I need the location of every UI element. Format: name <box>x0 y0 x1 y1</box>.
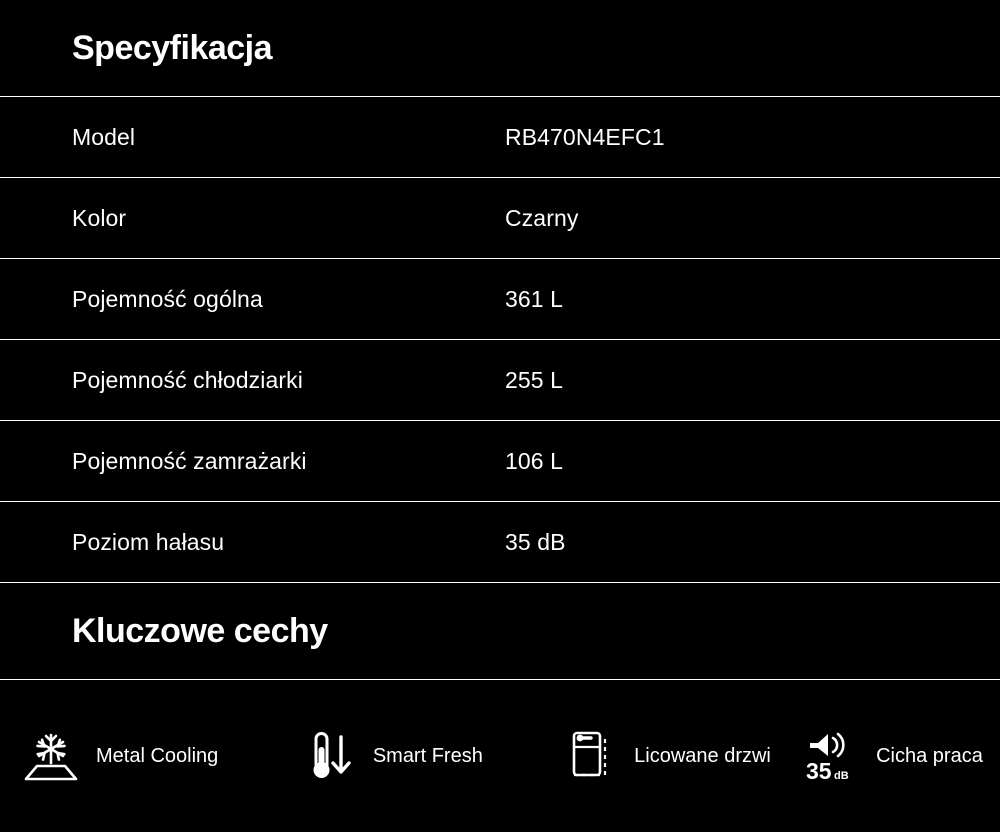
spec-value: 255 L <box>505 366 564 393</box>
feature-flush-doors <box>558 725 800 787</box>
spec-value: 35 dB <box>505 528 566 555</box>
features-section-title: Kluczowe cechy <box>72 611 328 650</box>
feature-metal-cooling <box>16 725 297 787</box>
table-row <box>0 502 1000 582</box>
table-row <box>0 340 1000 420</box>
feature-quiet-operation <box>800 725 984 787</box>
thermometer-arrow-icon <box>297 725 359 787</box>
table-row <box>0 178 1000 258</box>
feature-label: Cicha praca <box>876 744 983 767</box>
spec-value: 106 L <box>505 447 564 474</box>
spec-label: Pojemność ogólna <box>72 285 263 312</box>
table-row <box>0 259 1000 339</box>
spec-value: 361 L <box>505 285 564 312</box>
spec-label: Pojemność chłodziarki <box>72 366 303 393</box>
table-row <box>0 97 1000 177</box>
speaker-35db-icon <box>800 725 862 787</box>
feature-label: Metal Cooling <box>96 744 219 767</box>
table-row <box>0 421 1000 501</box>
snowflake-panel-icon <box>20 725 82 787</box>
spec-value: Czarny <box>505 204 579 231</box>
feature-smart-fresh <box>297 725 558 787</box>
spec-label: Poziom hałasu <box>72 528 225 555</box>
svg-text:dB: dB <box>834 770 849 782</box>
features-row <box>0 680 1000 832</box>
fridge-door-icon <box>558 725 620 787</box>
spec-label: Model <box>72 123 136 150</box>
spec-label: Pojemność zamrażarki <box>72 447 307 474</box>
spec-label: Kolor <box>72 204 127 231</box>
feature-label: Smart Fresh <box>372 744 483 767</box>
spec-value: RB470N4EFC1 <box>505 123 665 150</box>
spec-section-title: Specyfikacja <box>72 28 273 67</box>
svg-text:35: 35 <box>806 758 832 784</box>
feature-label: Licowane drzwi <box>634 744 771 767</box>
